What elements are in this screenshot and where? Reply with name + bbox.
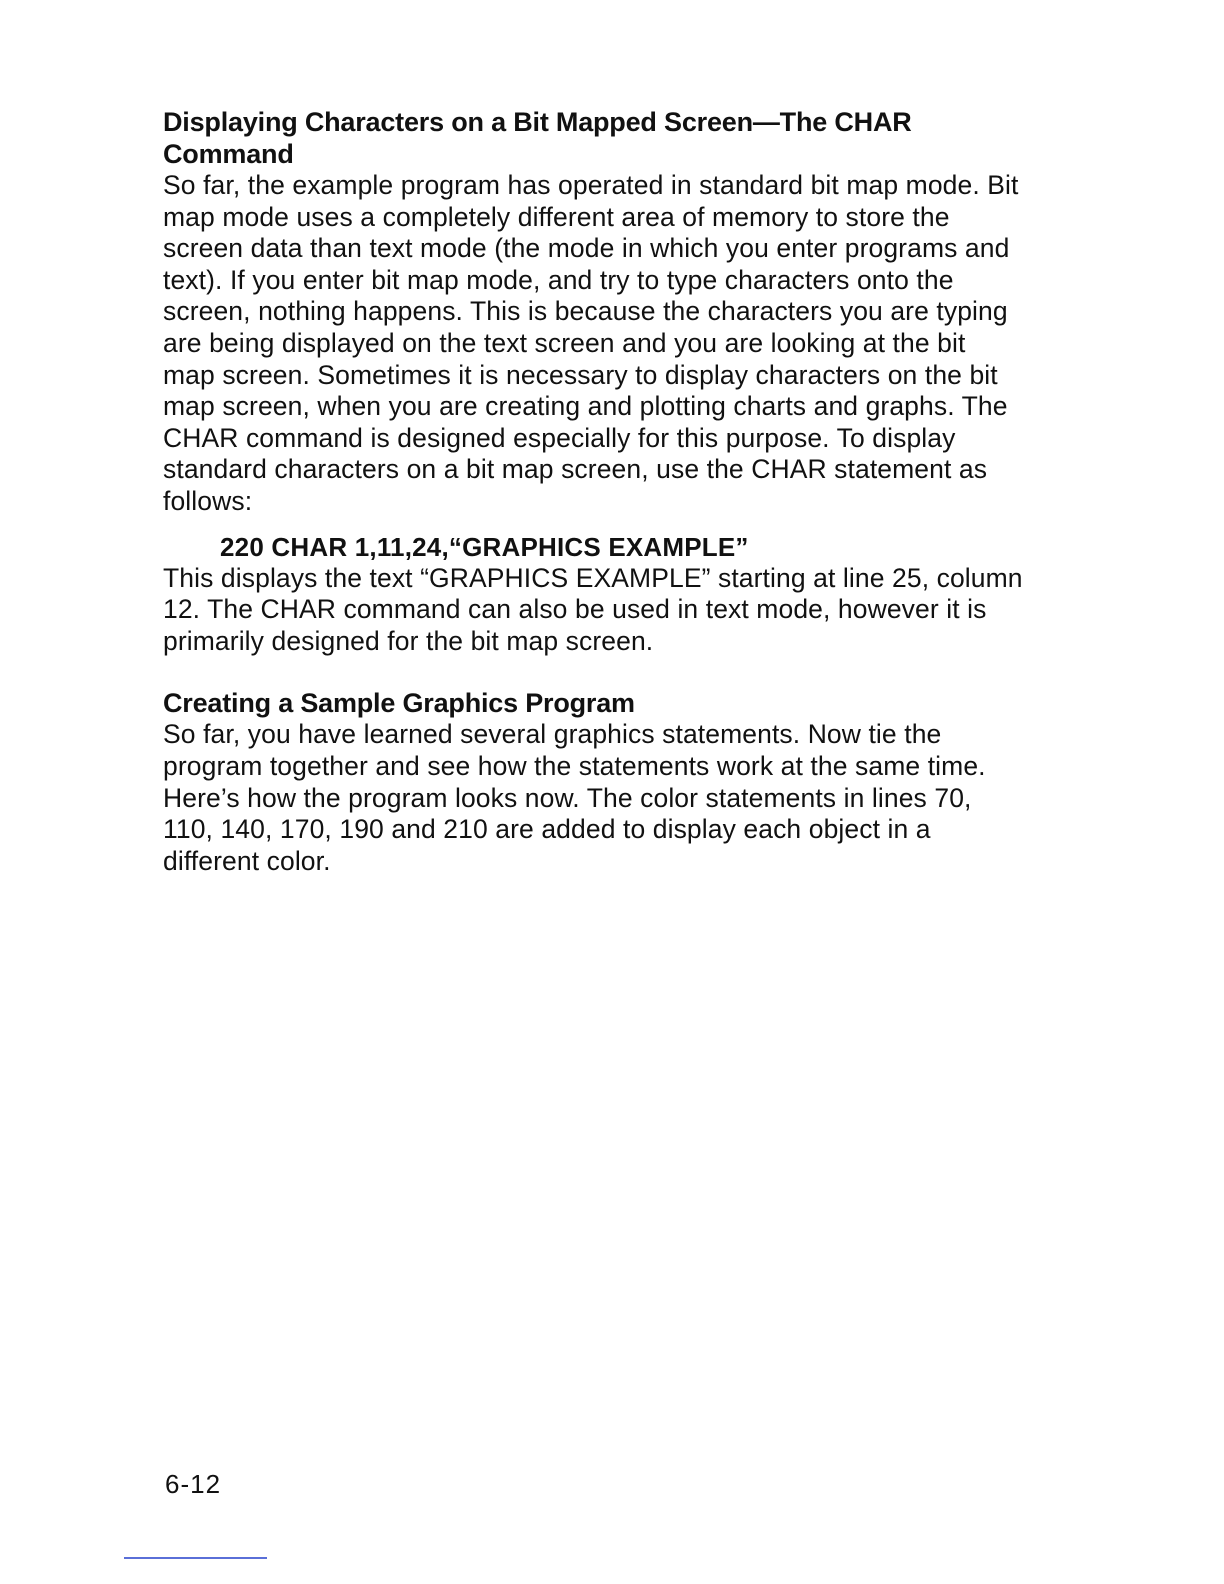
paragraph-sample-program: So far, you have learned several graphics statements. Now tie the program together and see how the statements work at the same time. Here’s how the program looks now. The color statements in lines 70, 110, 140, 170, 190 and 210 are added to display each object in a different color. (163, 719, 986, 876)
section-heading-char-command: Displaying Characters on a Bit Mapped Screen—The CHAR Command (163, 107, 912, 169)
document-page (163, 106, 1023, 877)
page-number: 6-12 (165, 1469, 222, 1499)
section-heading-sample-program: Creating a Sample Graphics Program (163, 688, 635, 719)
footer-divider (124, 1557, 267, 1559)
paragraph-bit-map-mode: So far, the example program has operated in standard bit map mode. Bit map mode uses a completely different area of memory to store the screen data than text mode (the mode in which you enter programs and text). If you enter bit map mode, and try to type characters onto the screen, nothing happens. This is because the characters you are typing are being displayed on the text screen and you are looking at the bit map screen. Sometimes it is necessary to display characters on the bit map screen, when you are creating and plotting charts and graphs. The CHAR command is designed especially for this purpose. To display standard characters on a bit map screen, use the CHAR statement as follows: (163, 170, 1019, 516)
code-example-char-statement: 220 CHAR 1,11,24,“GRAPHICS EXAMPLE” (220, 531, 749, 562)
paragraph-char-explanation: This displays the text “GRAPHICS EXAMPLE” starting at line 25, column 12. The CHAR command can also be used in text mode, however it is primarily designed for the bit map screen. (163, 562, 1023, 656)
